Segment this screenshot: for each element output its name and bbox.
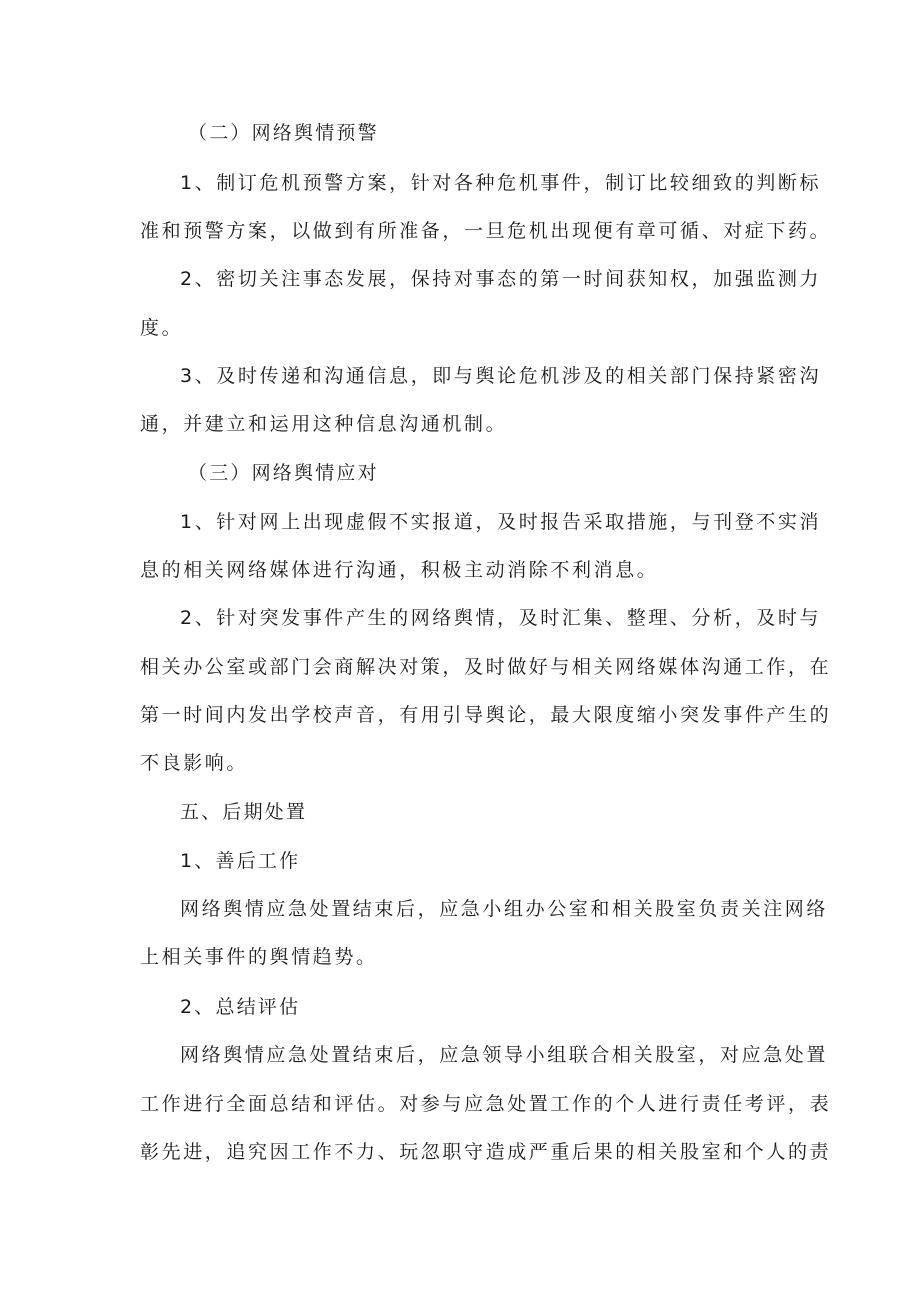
paragraph-line: 2、密切关注事态发展，保持对事态的第一时间获知权，加强监测力: [180, 268, 822, 290]
paragraph-line: 1、针对网上出现虚假不实报道，及时报告采取措施，与刊登不实消: [180, 511, 822, 533]
subheading-summary-evaluation: 2、总结评估: [180, 996, 301, 1018]
paragraph-line: 不良影响。: [140, 752, 249, 774]
paragraph-line: 网络舆情应急处置结束后，应急小组办公室和相关股室负责关注网络: [180, 898, 829, 920]
section-heading-response: （三）网络舆情应对: [188, 462, 379, 484]
paragraph-line: 网络舆情应急处置结束后，应急领导小组联合相关股室，对应急处置: [180, 1044, 829, 1066]
paragraph-line: 彰先进，追究因工作不力、玩忽职守造成严重后果的相关股室和个人的责: [140, 1141, 832, 1163]
paragraph-line: 1、制订危机预警方案，针对各种危机事件，制订比较细致的判断标: [180, 172, 822, 194]
section-heading-early-warning: （二）网络舆情预警: [188, 122, 379, 144]
paragraph-line: 通，并建立和运用这种信息沟通机制。: [140, 413, 508, 435]
paragraph-line: 3、及时传递和沟通信息，即与舆论危机涉及的相关部门保持紧密沟: [180, 365, 822, 387]
paragraph-line: 度。: [140, 317, 184, 339]
paragraph-line: 准和预警方案，以做到有所准备，一旦危机出现便有章可循、对症下药。: [140, 220, 832, 242]
paragraph-line: 相关办公室或部门会商解决对策，及时做好与相关网络媒体沟通工作，在: [140, 656, 832, 678]
paragraph-line: 息的相关网络媒体进行沟通，积极主动消除不利消息。: [140, 559, 659, 581]
section-heading-aftermath: 五、后期处置: [180, 801, 308, 823]
subheading-follow-up-work: 1、善后工作: [180, 850, 301, 872]
paragraph-line: 2、针对突发事件产生的网络舆情，及时汇集、整理、分析，及时与: [180, 607, 822, 629]
paragraph-line: 工作进行全面总结和评估。对参与应急处置工作的个人进行责任考评，表: [140, 1093, 832, 1115]
paragraph-line: 第一时间内发出学校声音，有用引导舆论，最大限度缩小突发事件产生的: [140, 704, 832, 726]
paragraph-line: 上相关事件的舆情趋势。: [140, 946, 378, 968]
